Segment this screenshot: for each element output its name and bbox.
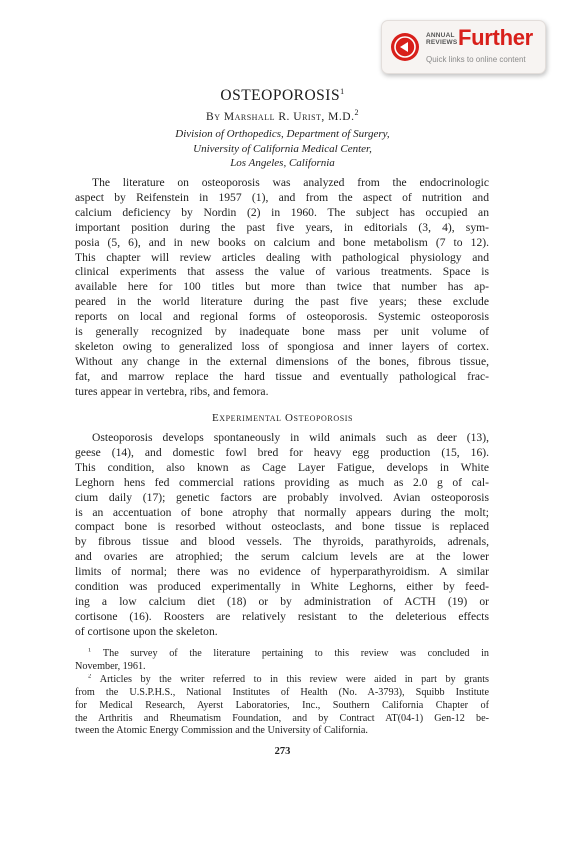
footnote-2: $^2$ Articles by the writer referred to in this review were aided in part by grants [88,673,489,685]
footnote-1: $^1$ The survey of the literature pertaining to this review was concluded in [88,648,489,659]
author-footnote-marker: 2 [354,108,359,118]
intro-paragraph: The literature on osteoporosis was analyzed from the endocrinologic aspect by Reifenstein in 1957 (1), and from the aspect of nutrition and calcium deficiency by Nordin (2) in 1960. The subject has occupied an important position during the past five years, in editorials (3, 4), sym- posia (5, 6), and in new books on calcium and bone metabolism (7 to 12). This chapter will review articles dealing with pathological physiology and clinical experiments that assess the value of various treatments. Space is available here for 100 titles but more than twice that number has ap- peared in the world literature during the past five years; these exclude reports on local and regional forms of osteoporosis. Systemic osteoporosis is generally recognized by inadequate bone mass per unit volume of skeleton owing to generalized loss of spongiosa and inner layers of cortex. Without any change in the external dimensions of the bones, fibrous tissue, fat, and marrow replace the hard tissue and eventually pathological frac- tures appear in vertebra, ribs, and femora. [75,176,489,398]
footnotes: $^1$ The survey of the literature pertaining to this review was concluded in November, 1961. $^2$ Articles by the writer referred to in this review were aided in part by grants from the U.S.P.H.S., National Institutes of Health (No. A-3793), Squibb Institute for Medical Research, Ayerst Laboratories, Inc., Southern California Chapter of the Arthritis and Rheumatism Foundation, and by Contract AT(04-1) Gen-12 be- tween the Atomic Energy Commission and the University of California. [75,648,489,737]
article-title: OSTEOPOROSIS$^1$ [220,86,345,104]
experimental-paragraph: Osteoporosis develops spontaneously in wild animals such as deer (13), geese (14), and domestic fowl bred for heavy egg production (15, 16). This condition, also known as Cage Layer Fatigue, develops in White Leghorn hens fed commercial rations providing as much as 2.0 g of cal- cium daily (17); genetic factors are probably involved. Avian osteoporosis is an accentuation of bone atrophy that normally appears during the molt; compact bone is resorbed without osteoclasts, and bone tissue is replaced by fibrous tissue and blood vessels. The thyroids, parathyroids, adrenals, and ovaries are atrophied; the serum calcium levels are at the lower limits of normal; there was no evidence of hyperparathyroidism. A similar condition was produced experimentally in White Leghorns, either by feed- ing a low calcium diet (18) or by administration of ACTH (19) or cortisone (16). Roosters are relatively resistant to the deleterious effects of cortisone upon the skeleton. [75,431,489,638]
further-label: Further [458,25,533,50]
page-number: 273 [274,746,291,757]
author-byline: By Marshall R. Urist, M.D.$^2$ [206,108,359,123]
section-heading: Experimental Osteoporosis [211,412,354,424]
annual-reviews-further-button[interactable] [381,20,546,74]
title-footnote-marker: 1 [340,86,345,96]
further-tagline: Quick links to online content [426,55,526,64]
annual-reviews-logo-text: ANNUAL REVIEWS [426,32,458,46]
further-arrow-icon [391,33,419,61]
author-affiliation: Division of Orthopedics, Department of Surgery, University of California Medical Center, Los Angeles, California [175,128,390,169]
